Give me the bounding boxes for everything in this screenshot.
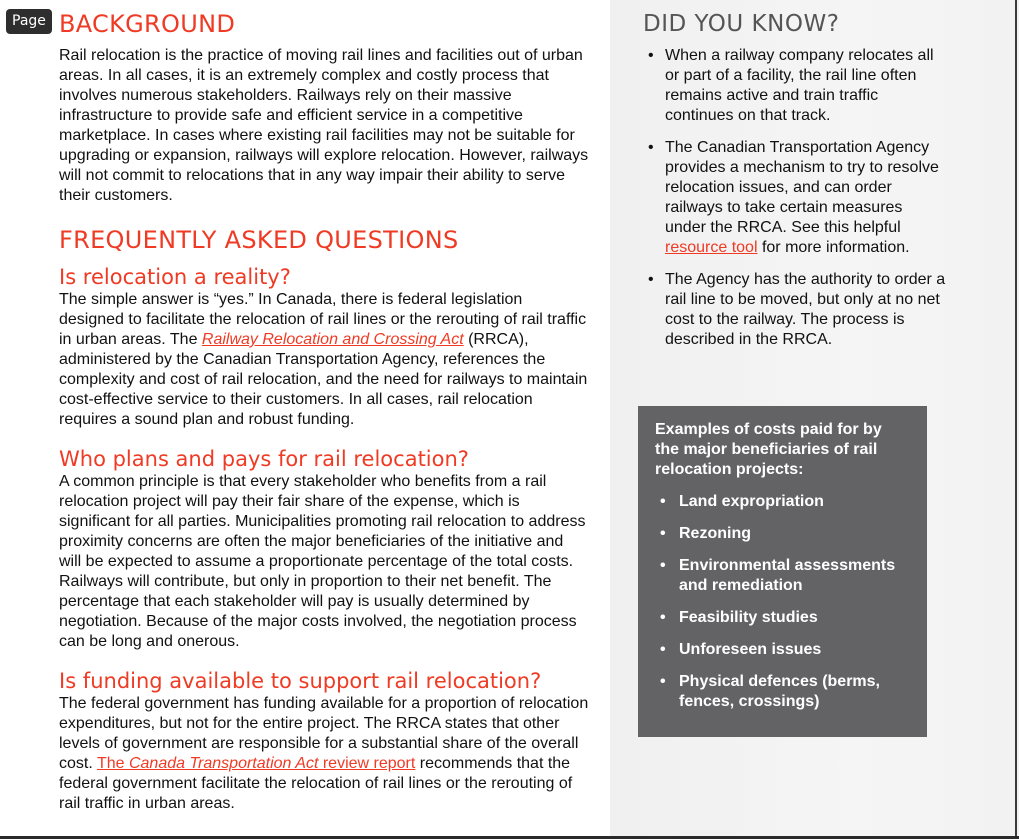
- window-right-border: [1015, 0, 1017, 839]
- background-heading: BACKGROUND: [59, 10, 236, 38]
- bullet-icon: •: [660, 525, 666, 542]
- main-column: [59, 8, 589, 814]
- bullet-icon: •: [660, 557, 666, 574]
- list-item: • Environmental assessments and remediation: [660, 557, 896, 594]
- q3-text: The federal government has funding available for a proportion of relocation expenditures, but not for the entire project. The RRCA states that other levels of government are responsible for a substantial share of the overall cost. The Canada Transportation Act review report recommends that the federal government facilitate the relocation of rail lines or the rerouting of rail traffic in urban areas.: [59, 695, 589, 812]
- list-item: • The Canadian Transportation Agency provides a mechanism to try to resolve relocation issues, and can order railways to take certain measures under the RRCA. See this helpful resource tool for more information.: [648, 139, 939, 256]
- q2-title: Who plans and pays for rail relocation?: [59, 447, 469, 471]
- list-item: • Physical defences (berms, fences, crossings): [660, 673, 880, 710]
- did-you-know-sidebar: [610, 0, 1019, 839]
- page-badge[interactable]: Page: [6, 9, 52, 34]
- costs-list: [658, 492, 918, 724]
- bullet-icon: •: [660, 641, 666, 658]
- q1-text: The simple answer is “yes.” In Canada, there is federal legislation designed to facilitate the relocation of rail lines or the rerouting of rail traffic in urban areas. The Railway Relocation and Crossing Act (RRCA), administered by the Canadian Transportation Agency, references the complexity and cost of rail relocation, and the need for railways to maintain cost-effective service to their customers. In all cases, rail relocation requires a sound plan and robust funding.: [59, 291, 588, 428]
- bullet-icon: •: [660, 493, 666, 510]
- list-item: • The Agency has the authority to order a rail line to be moved, but only at no net cost to the railway. The process is described in the RRCA.: [648, 271, 946, 348]
- resource-tool-link[interactable]: resource tool: [665, 239, 758, 256]
- did-you-know-list: [646, 46, 946, 362]
- background-text: Rail relocation is the practice of moving rail lines and facilities out of urban areas. In all cases, it is an extremely complex and costly process that involves numerous stakeholders. Railways rely on their massive infrastructure to provide safe and efficient service in a competitive marketplace. In cases where existing rail facilities may not be suitable for upgrading or expansion, railways will explore relocation. However, railways will not commit to relocations that in any way impair their ability to serve their customers.: [59, 47, 589, 204]
- q3-title: Is funding available to support rail relocation?: [59, 669, 542, 693]
- costs-box-title: Examples of costs paid for by the major beneficiaries of rail relocation projects:: [655, 421, 882, 478]
- q2-text: A common principle is that every stakeholder who benefits from a rail relocation project will pay their fair share of the expense, which is significant for all parties. Municipalities promoting rail relocation to address proximity concerns are often the major beneficiaries of the initiative and will be expected to assume a proportionate percentage of the total costs. Railways will contribute, but only in proportion to their net benefit. The percentage that each stakeholder will pay is usually determined by negotiation. Because of the major costs involved, the negotiation process can be long and onerous.: [59, 473, 586, 650]
- list-item: • Land expropriation: [660, 493, 824, 510]
- bullet-icon: •: [648, 139, 654, 156]
- rrca-link[interactable]: Railway Relocation and Crossing Act: [201, 331, 464, 348]
- bullet-icon: •: [648, 47, 654, 64]
- q1-title: Is relocation a reality?: [59, 265, 291, 289]
- list-item: • Feasibility studies: [660, 609, 818, 626]
- list-item: • When a railway company relocates all or part of a facility, the rail line often remains active and train traffic continues on that track.: [648, 47, 934, 124]
- bullet-icon: •: [648, 271, 654, 288]
- bullet-icon: •: [660, 673, 666, 690]
- did-you-know-heading: DID YOU KNOW?: [643, 11, 840, 37]
- bullet-icon: •: [660, 609, 666, 626]
- list-item: • Rezoning: [660, 525, 751, 542]
- list-item: • Unforeseen issues: [660, 641, 822, 658]
- cta-review-report-link[interactable]: The Canada Transportation Act review report: [96, 755, 416, 772]
- costs-box: [638, 406, 927, 737]
- faq-heading: FREQUENTLY ASKED QUESTIONS: [59, 226, 459, 254]
